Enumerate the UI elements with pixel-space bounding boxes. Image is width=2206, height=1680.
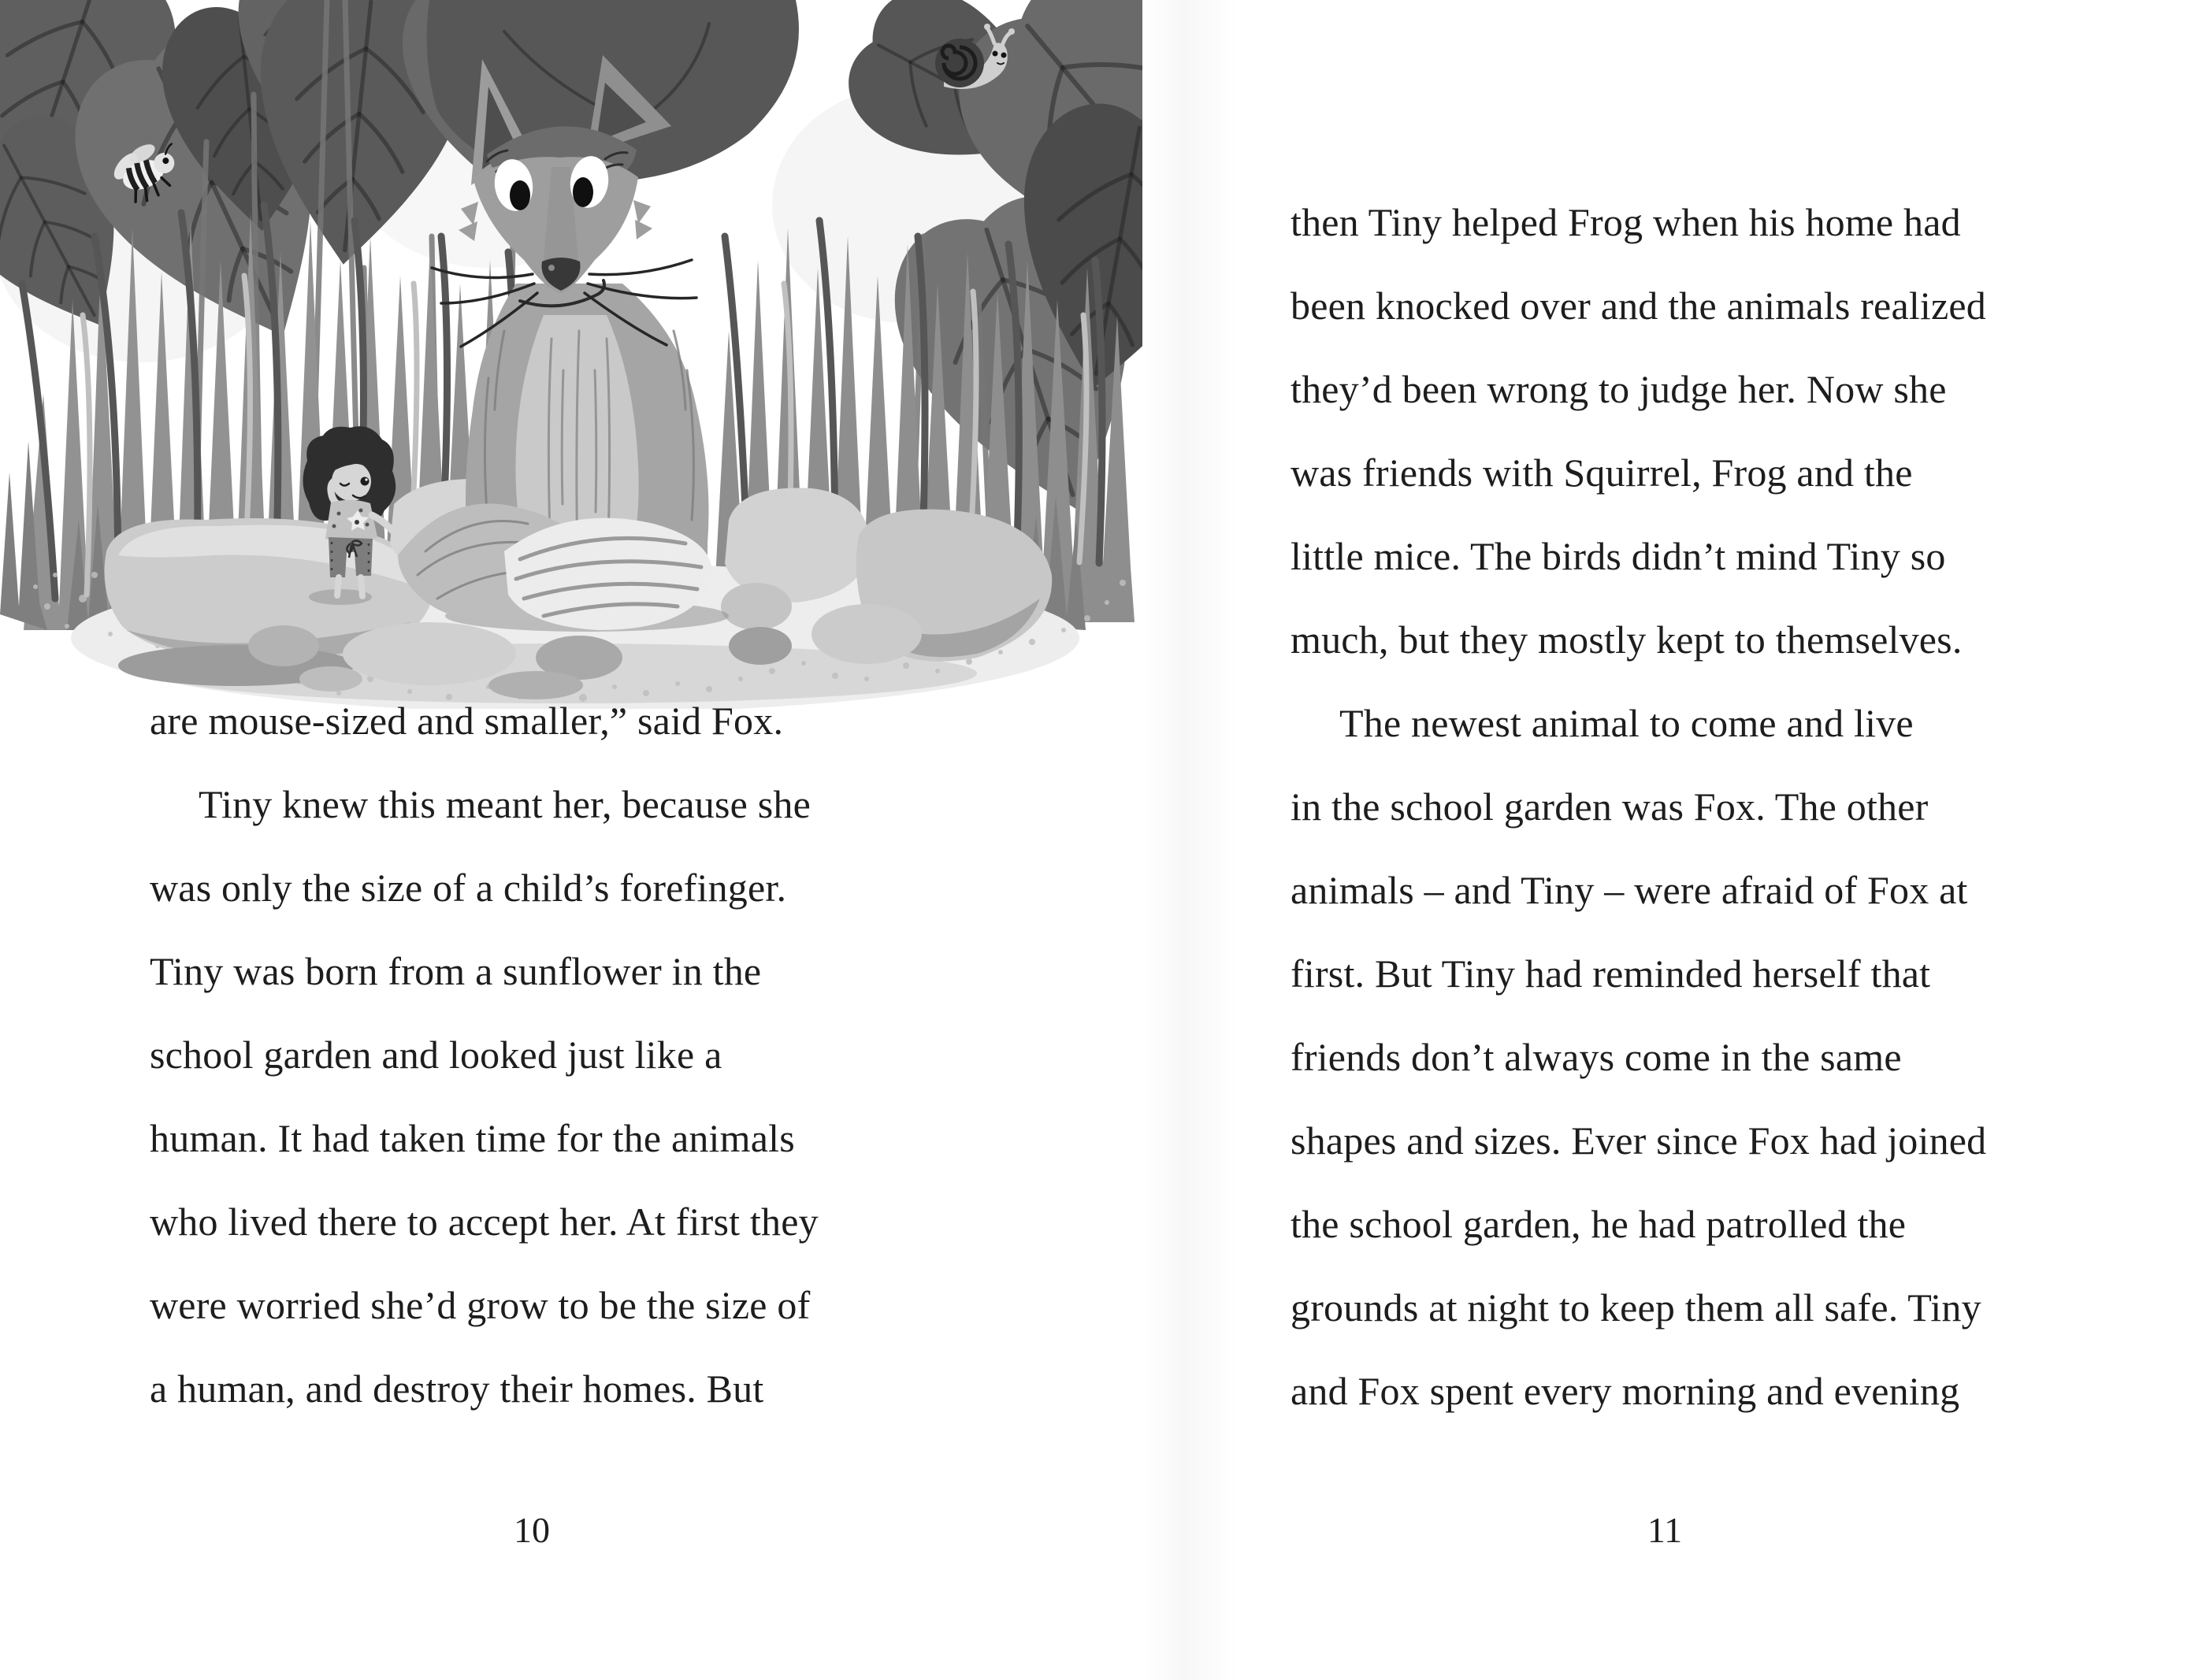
girl-leg xyxy=(361,577,362,596)
text-line: animals – and Tiny – were afraid of Fox at xyxy=(1291,868,1968,912)
text-line: The newest animal to come and live xyxy=(1339,701,1914,745)
text-line: Tiny knew this meant her, because she xyxy=(199,782,811,826)
text-line: the school garden, he had patrolled the xyxy=(1291,1202,1907,1246)
text-line: shapes and sizes. Ever since Fox had joined xyxy=(1291,1118,1987,1163)
page-right xyxy=(1103,0,2206,1680)
text-line: were worried she’d grow to be the size of xyxy=(150,1283,811,1327)
text-line: was friends with Squirrel, Frog and the xyxy=(1291,451,1913,495)
text-line: first. But Tiny had reminded herself that xyxy=(1291,951,1931,996)
girl-open-eye xyxy=(361,477,370,486)
text-line: was only the size of a child’s forefinger. xyxy=(150,866,787,910)
pebble xyxy=(343,622,516,685)
text-line: in the school garden was Fox. The other xyxy=(1291,784,1929,829)
text-line: who lived there to accept her. At first they xyxy=(150,1200,819,1244)
page-number: 10 xyxy=(514,1510,550,1550)
pebble xyxy=(811,604,922,664)
text-line: much, but they mostly kept to themselves. xyxy=(1291,617,1963,662)
left-page-text xyxy=(150,679,930,1430)
fox-and-tiny-illustration xyxy=(0,0,1142,709)
text-line: little mice. The birds didn’t mind Tiny so xyxy=(1291,534,1946,578)
text-line: a human, and destroy their homes. But xyxy=(150,1367,764,1411)
text-line: are mouse-sized and smaller,” said Fox. xyxy=(150,699,784,743)
text-line: been knocked over and the animals realized xyxy=(1291,284,1987,328)
right-page-text xyxy=(1291,180,2070,1433)
page-number: 11 xyxy=(1647,1510,1683,1550)
text-line: school garden and looked just like a xyxy=(150,1033,722,1077)
text-line: Tiny was born from a sunflower in the xyxy=(150,949,762,993)
girl-leg xyxy=(337,577,339,595)
pebble xyxy=(729,627,792,665)
text-line: they’d been wrong to judge her. Now she xyxy=(1291,367,1947,411)
text-line: friends don’t always come in the same xyxy=(1291,1035,1902,1079)
pebble xyxy=(248,625,319,666)
text-line: then Tiny helped Frog when his home had xyxy=(1291,200,1961,244)
text-line: grounds at night to keep them all safe. Tiny xyxy=(1291,1285,1981,1330)
pebble xyxy=(721,583,792,630)
text-line: human. It had taken time for the animals xyxy=(150,1116,795,1160)
text-line: and Fox spent every morning and evening xyxy=(1291,1369,1960,1413)
